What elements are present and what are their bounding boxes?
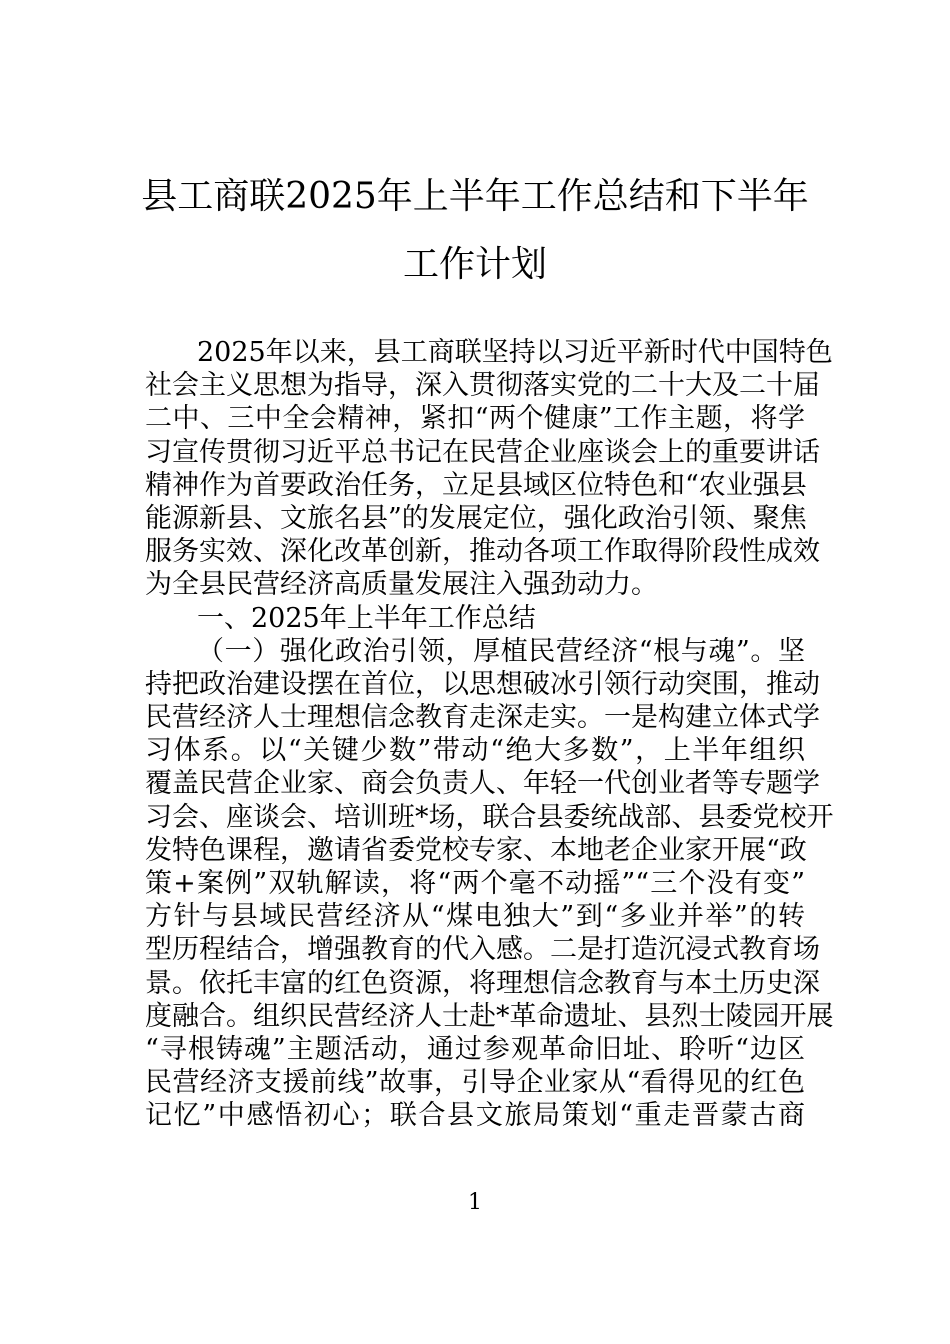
text-line: 方针与县域民营经济从“煤电独大”到“多业并举”的转 [145,901,805,933]
text-line: 习体系。以“关键少数”带动“绝大多数”，上半年组织 [145,735,805,767]
text-line: 能源新县、文旅名县”的发展定位，强化政治引领、聚焦 [145,502,807,534]
text-line: “寻根铸魂”主题活动，通过参观革命旧址、聆听“边区 [145,1033,805,1065]
paragraph [145,602,805,635]
text-line: 持把政治建设摆在首位，以思想破冰引领行动突围，推动 [145,668,820,700]
paragraph [145,336,833,602]
text-line: 社会主义思想为指导，深入贯彻落实党的二十大及二十届 [145,370,820,402]
text-line: 习宣传贯彻习近平总书记在民营企业座谈会上的重要讲话 [145,436,820,468]
text-line: 二中、三中全会精神，紧扣“两个健康”工作主题，将学 [145,403,805,435]
text-line: 覆盖民营企业家、商会负责人、年轻一代创业者等专题学 [145,768,820,800]
document-body [145,336,834,1133]
text-line: 精神作为首要政治任务，立足县域区位特色和“农业强县 [145,469,807,501]
text-line: （一）强化政治引领，厚植民营经济“根与魂”。坚 [197,635,805,667]
document-title-line-1: 县工商联2025年上半年工作总结和下半年 [141,176,809,217]
paragraph [145,635,834,1133]
text-line: 2025年以来，县工商联坚持以习近平新时代中国特色 [197,337,833,368]
text-line: 度融合。组织民营经济人士赴*革命遗址、县烈士陵园开展 [145,1000,834,1032]
text-line: 记忆”中感悟初心；联合县文旅局策划“重走晋蒙古商 [145,1100,805,1132]
text-line: 习会、座谈会、培训班*场，联合县委统战部、县委党校开 [145,801,834,833]
text-line: 一、2025年上半年工作总结 [197,602,536,634]
text-line: 发特色课程，邀请省委党校专家、本地老企业家开展“政 [145,834,807,866]
text-line: 为全县民营经济高质量发展注入强劲动力。 [145,569,658,601]
text-line: 民营经济人士理想信念教育走深走实。一是构建立体式学 [145,702,820,734]
text-line: 策+案例”双轨解读，将“两个毫不动摇”“三个没有变” [145,868,805,899]
text-line: 景。依托丰富的红色资源，将理想信念教育与本土历史深 [145,967,820,999]
text-line: 服务实效、深化改革创新，推动各项工作取得阶段性成效 [145,536,820,568]
page-number: 1 [468,1190,482,1215]
document-title-line-2: 工作计划 [402,244,547,285]
text-line: 民营经济支援前线”故事，引导企业家从“看得见的红色 [145,1067,805,1099]
text-line: 型历程结合，增强教育的代入感。二是打造沉浸式教育场 [145,934,820,966]
